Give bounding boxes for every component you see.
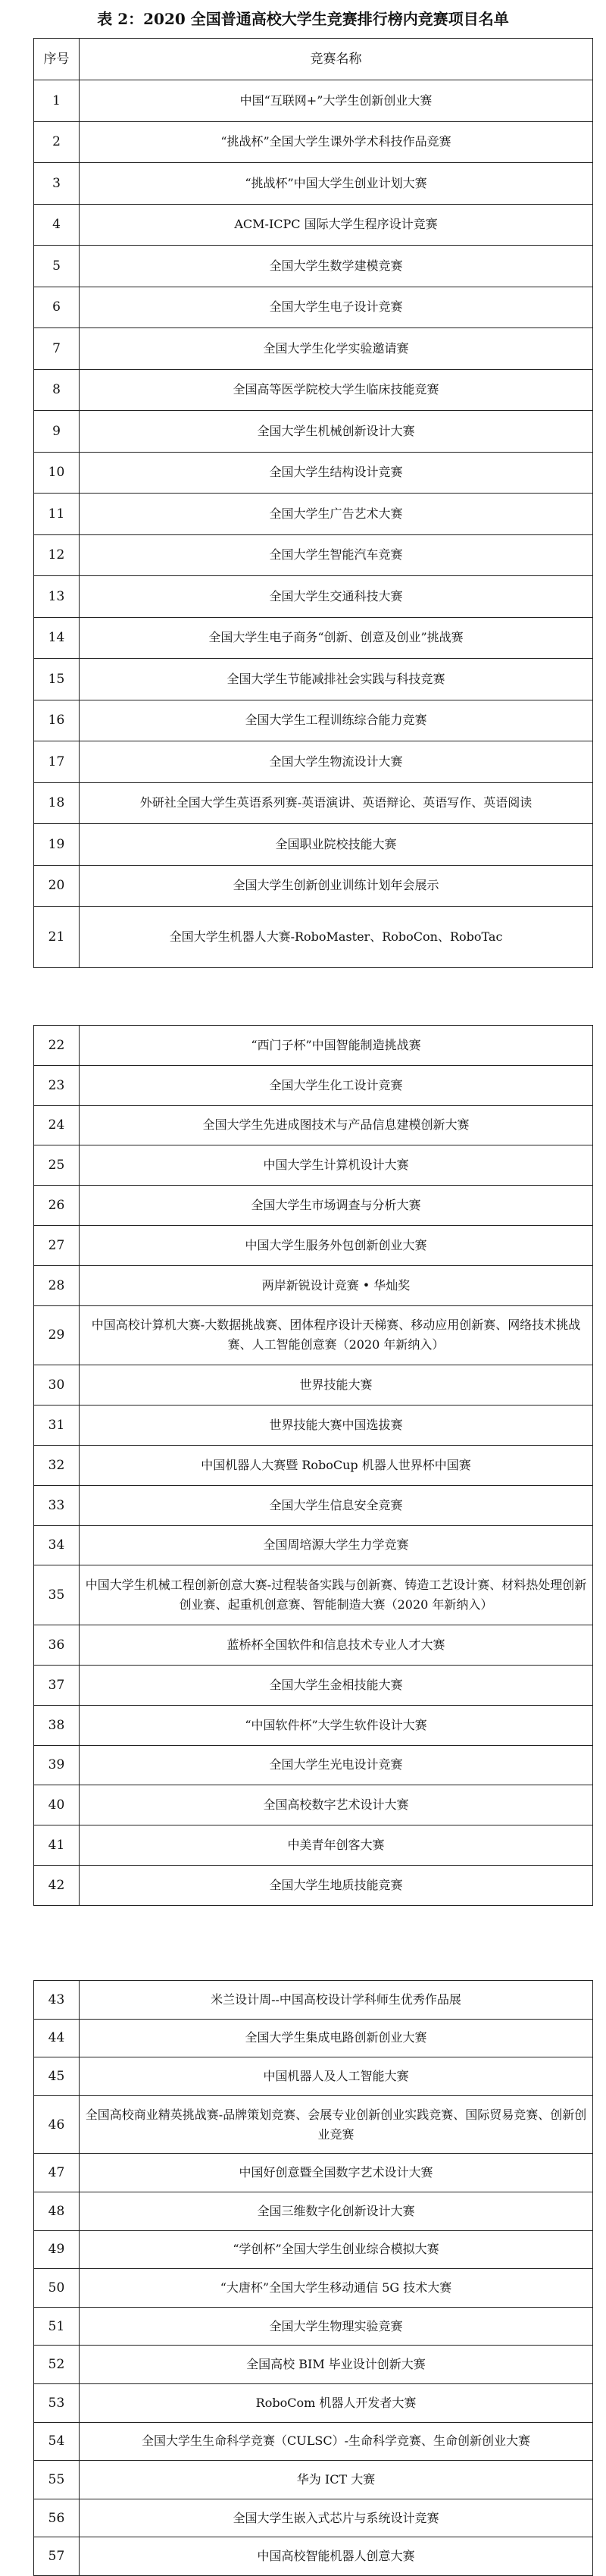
table-row (34, 411, 593, 453)
competition-name: “学创杯”全国大学生创业综合模拟大赛 (80, 2230, 593, 2269)
row-index: 54 (34, 2422, 80, 2461)
table-row (34, 865, 593, 907)
competition-name: 全国大学生创新创业训练计划年会展示 (80, 865, 593, 907)
row-index: 50 (34, 2269, 80, 2308)
row-index: 53 (34, 2383, 80, 2422)
row-index: 47 (34, 2154, 80, 2192)
competition-name: 全国大学生智能汽车竞赛 (80, 534, 593, 576)
competition-table-part-3 (33, 1980, 593, 2576)
table-row (34, 204, 593, 246)
table-row (34, 2383, 593, 2422)
competition-name: 全国大学生化工设计竞赛 (80, 1065, 593, 1105)
row-index: 20 (34, 865, 80, 907)
competition-name: 全国大学生数学建模竞赛 (80, 246, 593, 287)
row-index: 15 (34, 659, 80, 700)
table-row (34, 1406, 593, 1446)
row-index: 56 (34, 2499, 80, 2537)
row-index: 19 (34, 824, 80, 866)
row-index: 18 (34, 782, 80, 824)
table-row (34, 1485, 593, 1525)
competition-name: 全国大学生化学实验邀请赛 (80, 328, 593, 370)
competition-name: 全国大学生金相技能大赛 (80, 1665, 593, 1705)
competition-name: 全国大学生广告艺术大赛 (80, 494, 593, 535)
competition-table-part-2 (33, 1025, 593, 1906)
competition-name: 世界技能大赛中国选拔赛 (80, 1406, 593, 1446)
competition-name: 全国高校 BIM 毕业设计创新大赛 (80, 2346, 593, 2384)
row-index: 9 (34, 411, 80, 453)
table-row (34, 1225, 593, 1265)
competition-name: 中国大学生计算机设计大赛 (80, 1145, 593, 1186)
row-index: 35 (34, 1565, 80, 1625)
competition-name: 中美青年创客大赛 (80, 1825, 593, 1866)
competition-name: 全国大学生交通科技大赛 (80, 576, 593, 618)
competition-name: 全国大学生节能减排社会实践与科技竞赛 (80, 659, 593, 700)
row-index: 6 (34, 287, 80, 328)
competition-name: 全国大学生结构设计竞赛 (80, 452, 593, 494)
competition-name: 全国大学生生命科学竞赛（CULSC）-生命科学竞赛、生命创新创业大赛 (80, 2422, 593, 2461)
table-row (34, 328, 593, 370)
row-index: 25 (34, 1145, 80, 1186)
row-index: 44 (34, 2019, 80, 2057)
table-section-2 (33, 1025, 592, 1906)
table-row (34, 287, 593, 328)
row-index: 37 (34, 1665, 80, 1705)
table-row (34, 700, 593, 741)
table-row (34, 1785, 593, 1825)
table-row (34, 494, 593, 535)
competition-name: RoboCom 机器人开发者大赛 (80, 2383, 593, 2422)
table-row (34, 741, 593, 783)
row-index: 31 (34, 1406, 80, 1446)
competition-name: 全国大学生机器人大赛-RoboMaster、RoboCon、RoboTac (80, 907, 593, 968)
table-row (34, 1445, 593, 1485)
header-name: 竞赛名称 (80, 39, 593, 80)
table-row (34, 1145, 593, 1186)
table-row (34, 2230, 593, 2269)
row-index: 49 (34, 2230, 80, 2269)
table-row (34, 2499, 593, 2537)
row-index: 41 (34, 1825, 80, 1866)
row-index: 4 (34, 204, 80, 246)
competition-table-part-1 (33, 38, 593, 968)
table-row (34, 1365, 593, 1406)
competition-name: 中国高校计算机大赛-大数据挑战赛、团体程序设计天梯赛、移动应用创新赛、网络技术挑战赛、人工智能创意赛（2020 年新纳入） (80, 1305, 593, 1365)
row-index: 38 (34, 1705, 80, 1745)
table-row (34, 121, 593, 163)
competition-name: 全国周培源大学生力学竞赛 (80, 1525, 593, 1565)
row-index: 36 (34, 1625, 80, 1666)
table-section-3 (33, 1980, 592, 2576)
competition-name: 中国高校智能机器人创意大赛 (80, 2537, 593, 2576)
row-index: 22 (34, 1026, 80, 1066)
competition-name: 中国大学生服务外包创新创业大赛 (80, 1225, 593, 1265)
table-row (34, 1065, 593, 1105)
table-row (34, 534, 593, 576)
table-row (34, 576, 593, 618)
competition-name: 两岸新锐设计竞赛 • 华灿奖 (80, 1265, 593, 1305)
table-row (34, 1565, 593, 1625)
table-row (34, 1825, 593, 1866)
competition-name: 全国大学生光电设计竞赛 (80, 1745, 593, 1785)
table-row (34, 1625, 593, 1666)
row-index: 43 (34, 1981, 80, 2020)
competition-name: “挑战杯”全国大学生课外学术科技作品竞赛 (80, 121, 593, 163)
table-row (34, 2422, 593, 2461)
competition-name: 全国大学生物理实验竞赛 (80, 2307, 593, 2346)
competition-name: 全国高校商业精英挑战赛-品牌策划竞赛、会展专业创新创业实践竞赛、国际贸易竞赛、创新创业竞赛 (80, 2095, 593, 2154)
row-index: 26 (34, 1186, 80, 1226)
table-row (34, 2057, 593, 2096)
table-row (34, 2346, 593, 2384)
table-row (34, 1981, 593, 2020)
row-index: 29 (34, 1305, 80, 1365)
competition-name: 华为 ICT 大赛 (80, 2461, 593, 2499)
table-row (34, 1265, 593, 1305)
table-row (34, 369, 593, 411)
competition-name: 米兰设计周--中国高校设计学科师生优秀作品展 (80, 1981, 593, 2020)
competition-name: 世界技能大赛 (80, 1365, 593, 1406)
table-row (34, 1105, 593, 1145)
row-index: 42 (34, 1865, 80, 1905)
competition-name: 全国大学生物流设计大赛 (80, 741, 593, 783)
competition-name: 外研社全国大学生英语系列赛-英语演讲、英语辩论、英语写作、英语阅读 (80, 782, 593, 824)
row-index: 27 (34, 1225, 80, 1265)
table-row (34, 1305, 593, 1365)
table-row (34, 1525, 593, 1565)
row-index: 24 (34, 1105, 80, 1145)
row-index: 51 (34, 2307, 80, 2346)
table-row (34, 1865, 593, 1905)
row-index: 21 (34, 907, 80, 968)
competition-name: 中国机器人及人工智能大赛 (80, 2057, 593, 2096)
competition-name: 蓝桥杯全国软件和信息技术专业人才大赛 (80, 1625, 593, 1666)
row-index: 52 (34, 2346, 80, 2384)
competition-name: 中国大学生机械工程创新创意大赛-过程装备实践与创新赛、铸造工艺设计赛、材料热处理创新创业赛、起重机创意赛、智能制造大赛（2020 年新纳入） (80, 1565, 593, 1625)
table-row (34, 2307, 593, 2346)
row-index: 57 (34, 2537, 80, 2576)
table-row (34, 2192, 593, 2230)
competition-name: 全国三维数字化创新设计大赛 (80, 2192, 593, 2230)
row-index: 13 (34, 576, 80, 618)
row-index: 5 (34, 246, 80, 287)
competition-name: 全国高等医学院校大学生临床技能竞赛 (80, 369, 593, 411)
row-index: 11 (34, 494, 80, 535)
row-index: 34 (34, 1525, 80, 1565)
row-index: 30 (34, 1365, 80, 1406)
table-row (34, 824, 593, 866)
competition-name: “西门子杯”中国智能制造挑战赛 (80, 1026, 593, 1066)
competition-name: 中国机器人大赛暨 RoboCup 机器人世界杯中国赛 (80, 1445, 593, 1485)
row-index: 1 (34, 80, 80, 122)
table-row (34, 782, 593, 824)
row-index: 40 (34, 1785, 80, 1825)
table-row (34, 2095, 593, 2154)
competition-name: 全国大学生嵌入式芯片与系统设计竞赛 (80, 2499, 593, 2537)
table-row (34, 659, 593, 700)
row-index: 12 (34, 534, 80, 576)
table-row (34, 1665, 593, 1705)
competition-name: “大唐杯”全国大学生移动通信 5G 技术大赛 (80, 2269, 593, 2308)
row-index: 17 (34, 741, 80, 783)
table-row (34, 907, 593, 968)
competition-name: 全国大学生信息安全竞赛 (80, 1485, 593, 1525)
row-index: 55 (34, 2461, 80, 2499)
table-row (34, 80, 593, 122)
table-row (34, 2019, 593, 2057)
row-index: 8 (34, 369, 80, 411)
table-row (34, 1705, 593, 1745)
row-index: 32 (34, 1445, 80, 1485)
competition-name: ACM-ICPC 国际大学生程序设计竞赛 (80, 204, 593, 246)
competition-name: 中国好创意暨全国数字艺术设计大赛 (80, 2154, 593, 2192)
competition-name: 全国大学生集成电路创新创业大赛 (80, 2019, 593, 2057)
row-index: 46 (34, 2095, 80, 2154)
table-row (34, 452, 593, 494)
row-index: 3 (34, 163, 80, 205)
table-row (34, 2461, 593, 2499)
table-row (34, 617, 593, 659)
table-row (34, 2269, 593, 2308)
row-index: 33 (34, 1485, 80, 1525)
row-index: 16 (34, 700, 80, 741)
row-index: 28 (34, 1265, 80, 1305)
row-index: 48 (34, 2192, 80, 2230)
table-row (34, 2154, 593, 2192)
row-index: 7 (34, 328, 80, 370)
competition-name: 全国大学生先进成图技术与产品信息建模创新大赛 (80, 1105, 593, 1145)
competition-name: “中国软件杯”大学生软件设计大赛 (80, 1705, 593, 1745)
table-section-1 (33, 38, 592, 968)
table-row (34, 163, 593, 205)
table-row (34, 1745, 593, 1785)
competition-name: 全国大学生工程训练综合能力竞赛 (80, 700, 593, 741)
competition-name: 全国大学生市场调查与分析大赛 (80, 1186, 593, 1226)
competition-name: 全国大学生机械创新设计大赛 (80, 411, 593, 453)
row-index: 39 (34, 1745, 80, 1785)
table-header-row (34, 39, 593, 80)
table-row (34, 1186, 593, 1226)
table-title: 表 2：2020 全国普通高校大学生竞赛排行榜内竞赛项目名单 (97, 10, 509, 28)
row-index: 10 (34, 452, 80, 494)
row-index: 2 (34, 121, 80, 163)
competition-name: 全国大学生电子商务“创新、创意及创业”挑战赛 (80, 617, 593, 659)
table-row (34, 246, 593, 287)
row-index: 45 (34, 2057, 80, 2096)
table-row (34, 1026, 593, 1066)
competition-name: “挑战杯”中国大学生创业计划大赛 (80, 163, 593, 205)
competition-name: 全国大学生电子设计竞赛 (80, 287, 593, 328)
competition-name: 全国高校数字艺术设计大赛 (80, 1785, 593, 1825)
competition-name: 全国职业院校技能大赛 (80, 824, 593, 866)
header-index: 序号 (34, 39, 80, 80)
row-index: 14 (34, 617, 80, 659)
competition-name: 全国大学生地质技能竞赛 (80, 1865, 593, 1905)
competition-name: 中国“互联网+”大学生创新创业大赛 (80, 80, 593, 122)
row-index: 23 (34, 1065, 80, 1105)
